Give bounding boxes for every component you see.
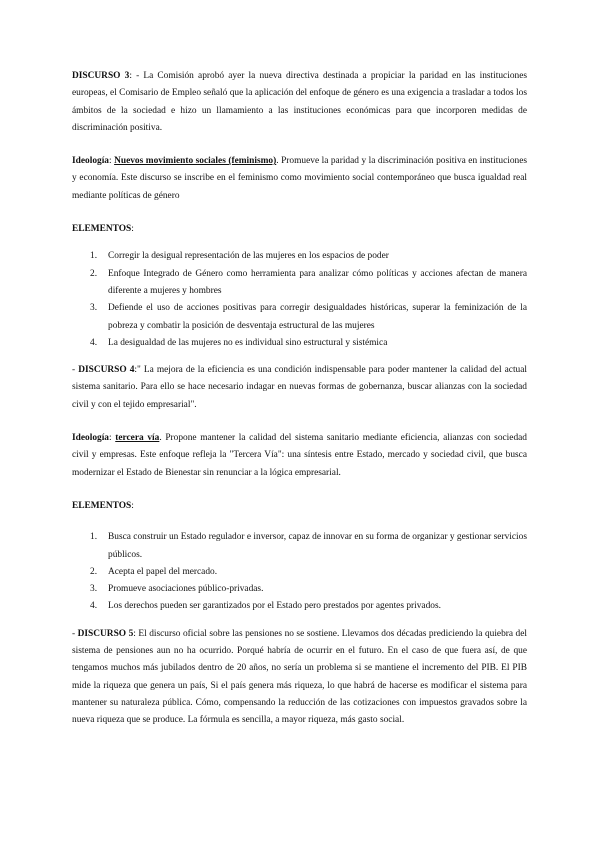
list-item: [72, 598, 527, 615]
list-item: [72, 300, 527, 335]
ideologia-1-paragraph: [72, 153, 527, 205]
elementos-1-title: ELEMENTOS: [72, 224, 132, 235]
discurso-5-label: DISCURSO 5: [77, 628, 134, 639]
discurso-4-paragraph: [72, 362, 527, 414]
ideologia-2-paragraph: [72, 430, 527, 482]
discurso-3-label: DISCURSO 3: [72, 71, 130, 81]
list-item: [72, 564, 527, 581]
list-item-text: La desigualdad de las mujeres no es individual sino estructural y sistémica: [108, 337, 388, 348]
elementos-2-title: ELEMENTOS: [72, 500, 132, 511]
list-item-text: Corregir la desigual representación de las mujeres en los espacios de poder: [108, 251, 389, 262]
ideologia-2-label: Ideología: [72, 433, 109, 444]
elementos-1-heading: ELEMENTOS:: [72, 224, 134, 235]
list-item-number: 2.: [90, 566, 98, 577]
discurso-5-text: : El discurso oficial sobre las pensiones no se sostiene. Llevamos dos décadas prediciendo la quiebra del sistema de pensiones aun no ha ocurrido. Porqué habría de ocurrir en el futuro. En el caso de que fuera así, de que tengamos muchos más jubilados dentro de 20 años, no sería un problema si se mantiene el incremento del PIB. El PIB mide la riqueza que genera un país, Si el país genera más riqueza, lo que habrá de hacerse es modificar el sistema para mantener su naturaleza pública. Cómo, compensando la reducción de las cotizaciones con impuestos gravados sobre la nueva riqueza que se produce. La fórmula es sencilla, a mayor riqueza, más gasto social.: [72, 628, 528, 726]
elementos-2-heading: ELEMENTOS:: [72, 500, 134, 511]
list-item-number: 1.: [90, 251, 98, 262]
elementos-2-list: [72, 529, 527, 615]
discurso-4-text: :" La mejora de la eficiencia es una condición indispensable para poder mantener la calidad del actual sistema sanitario. Para ello se hace necesario indagar en nuevas formas de gobernanza, buscar alianzas con la sociedad civil y con el tejido empresarial".: [72, 365, 528, 410]
discurso-5-paragraph: [72, 626, 527, 730]
list-item-number: 4.: [90, 601, 98, 612]
list-item: [72, 581, 527, 598]
list-item-number: 3.: [90, 584, 98, 595]
list-item-text: Enfoque Integrado de Género como herramienta para analizar cómo políticas y acciones afectan de manera diferente a mujeres y hombres: [108, 268, 527, 296]
list-item-text: Acepta el papel del mercado.: [108, 566, 218, 577]
ideologia-2-text: . Propone mantener la calidad del sistema sanitario mediante eficiencia, alianzas con sociedad civil y empresas. Este enfoque refleja la "Tercera Vía": una síntesis entre Estado, mercado y sociedad civil, que busca modernizar el Estado de Bienestar sin renunciar a la lógica empresarial.: [72, 433, 527, 478]
list-item-text: Promueve asociaciones público-privadas.: [108, 584, 264, 595]
discurso-4-prefix: -: [72, 365, 79, 376]
list-item-number: 4.: [90, 337, 98, 348]
list-item-number: 2.: [90, 268, 98, 279]
list-item: [72, 248, 527, 265]
list-item-text: Los derechos pueden ser garantizados por el Estado pero prestados por agentes privados.: [108, 601, 441, 612]
ideologia-1-colon: :: [108, 156, 115, 167]
list-item: [72, 529, 527, 564]
ideologia-1-name: Nuevos movimiento sociales (feminismo): [114, 156, 277, 167]
list-item: [72, 335, 527, 352]
discurso-4-label: DISCURSO 4: [78, 365, 135, 376]
list-item-text: Defiende el uso de acciones positivas para corregir desigualdades históricas, superar la feminización de la pobreza y combatir la posición de desventaja estructural de las mujeres: [108, 303, 527, 331]
discurso-3-paragraph: [72, 68, 527, 137]
ideologia-1-label: Ideología: [72, 156, 109, 167]
list-item-number: 3.: [90, 303, 98, 314]
document-page: [72, 68, 527, 730]
ideologia-2-colon: :: [108, 433, 116, 444]
ideologia-1-text: . Promueve la paridad y la discriminación positiva en instituciones y economía. Este discurso se inscribe en el feminismo como movimiento social contemporáneo que busca igualdad real mediante políticas de género: [72, 156, 528, 201]
elementos-1-list: [72, 248, 527, 352]
ideologia-2-name: tercera vía: [115, 433, 160, 444]
list-item-number: 1.: [90, 532, 98, 543]
discurso-5-prefix: -: [72, 628, 78, 639]
discurso-3-text: : - La Comisión aprobó ayer la nueva directiva destinada a propiciar la paridad en las instituciones europeas, el Comisario de Empleo señaló que la aplicación del enfoque de género es una exigencia a trasladar a todos los ámbitos de la sociedad e hizo un llamamiento a las instituciones económicas para que incorporen medidas de discriminación positiva.: [72, 71, 528, 133]
list-item: [72, 266, 527, 301]
list-item-text: Busca construir un Estado regulador e inversor, capaz de innovar en su forma de organizar y gestionar servicios públicos.: [108, 532, 527, 560]
